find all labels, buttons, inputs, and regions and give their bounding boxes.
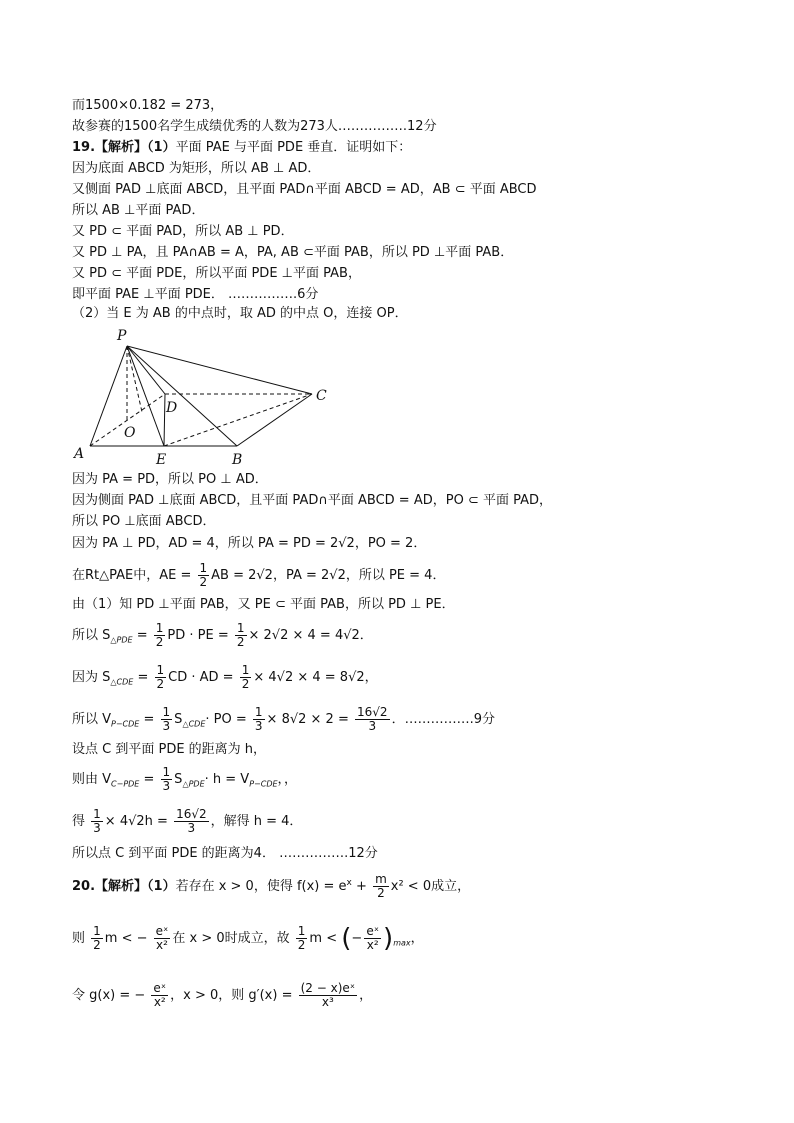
text-line: 设点 C 到平面 PDE 的距离为 h， — [72, 742, 267, 757]
text-line: 所以 $V_{P-CDE}$ = $\frac{1}{3}$ $S_{\triangle CDE}\cdot$ PO = $\frac{1}{3}$ × 8√2 × 2 = $\frac{16√2}{3}$ ．…………….9分 — [72, 705, 495, 733]
fraction-m-over-2: $\frac{m}{2}$ — [375, 872, 387, 900]
fraction-half: $\frac{1}{2}$ — [236, 621, 245, 649]
fraction-ex-over-x2: $\frac{\text{eˣ}}{\text{x²}}$ — [153, 981, 167, 1009]
fraction-half: $\frac{1}{2}$ — [241, 663, 250, 691]
fraction-third: $\frac{1}{3}$ — [162, 765, 171, 793]
fraction-16root2-over-3: $\frac{16√2}{3}$ — [357, 705, 388, 733]
pyramid-figure — [72, 324, 342, 474]
text-line: 所以点 C 到平面 PDE 的距离为4． …………….12分 — [72, 846, 378, 861]
text-line: 因为底面 ABCD 为矩形，所以 AB ⊥ AD． — [72, 161, 321, 176]
text-line: 故参赛的1500名学生成绩优秀的人数为273人…………….12分 — [72, 119, 437, 134]
fraction-ex-over-x2: $\frac{\text{eˣ}}{\text{x²}}$ — [155, 924, 169, 952]
fraction-half: $\frac{1}{2}$ — [155, 621, 164, 649]
text-segment: AB = 2√2，PA = 2√2，所以 PE = 4． — [211, 568, 446, 583]
text-line: 又侧面 PAD ⊥底面 ABCD，且平面 PAD∩平面 ABCD = AD，AB ⊂ 平面 ABCD — [72, 182, 537, 197]
text-segment: 在Rt△PAE中，AE = — [72, 568, 192, 583]
text-line: 所以 PO ⊥底面 ABCD． — [72, 514, 216, 529]
fraction-third: $\frac{1}{3}$ — [254, 705, 263, 733]
text-line: 因为 PA ⊥ PD，AD = 4，所以 PA = PD = 2√2，PO = 2． — [72, 536, 427, 551]
label-D: D — [166, 400, 178, 416]
edge-DE — [164, 394, 165, 446]
edge-PB — [127, 346, 237, 446]
fraction-half: $\frac{1}{2}$ — [156, 663, 165, 691]
fraction-half: $\frac{1}{2}$ — [93, 924, 101, 952]
fraction-gprime: $\frac{\text{(2 − x)eˣ}}{\text{x³}}$ — [300, 981, 356, 1009]
fraction-third: $\frac{1}{3}$ — [93, 807, 101, 835]
edge-PC — [127, 346, 312, 394]
text-line: 因为 $S_{\triangle CDE}$ = $\frac{1}{2}$ CD · AD = $\frac{1}{2}$ × 4√2 × 4 = 8√2， — [72, 663, 378, 691]
edge-BC — [237, 394, 312, 446]
fraction-ex-over-x2: $\frac{\text{eˣ}}{\text{x²}}$ — [366, 924, 380, 952]
text-line: 则 $\frac{1}{2}$ m < − $\frac{\text{eˣ}}{\text{x²}}$ 在 x > 0时成立，故 $\frac{1}{2}$ m < (− $\frac{\text{eˣ}}{\text{x²}}$ )$_{max}$， — [72, 923, 424, 954]
fraction-half: $\frac{1}{2}$ — [297, 924, 306, 952]
label-P: P — [117, 328, 127, 344]
text-line: 所以 $S_{\triangle PDE}$ = $\frac{1}{2}$ PD · PE = $\frac{1}{2}$ × 2√2 × 4 = 4√2． — [72, 621, 373, 649]
text-line — [72, 562, 445, 589]
text-line: 因为 PA = PD，所以 PO ⊥ AD． — [72, 472, 268, 487]
text-line — [72, 140, 411, 156]
text-line: 又 PD ⊂ 平面 PDE，所以平面 PDE ⊥平面 PAB， — [72, 266, 361, 281]
text-line: 因为侧面 PAD ⊥底面 ABCD，且平面 PAD∩平面 ABCD = AD，PO ⊂ 平面 PAD， — [72, 493, 552, 508]
text-line: 又 PD ⊂ 平面 PAD，所以 AB ⊥ PD． — [72, 224, 294, 239]
label-B: B — [232, 452, 243, 468]
text-line: 20.【解析】（1）若存在 x > 0，使得 $f(x) = e^x$ + $\frac{m}{2}$ x² < 0成立， — [72, 872, 471, 900]
text-line: 则由 $V_{C-PDE}$ = $\frac{1}{3}$ $S_{\triangle PDE}\cdot h = V_{P-CDE}$，， — [72, 765, 298, 793]
label-E: E — [156, 452, 167, 468]
fraction-half: $\frac{1}{2}$ — [199, 561, 208, 589]
text-line: 令 g(x) = − $\frac{\text{eˣ}}{\text{x²}}$ ，x > 0，则 g′(x) = $\frac{\text{(2 − x)eˣ}}{\text{x³}}$ ， — [72, 981, 373, 1009]
label-A: A — [74, 446, 85, 462]
edge-EC — [164, 394, 312, 446]
text-line: 即平面 PAE ⊥平面 PDE． …………….6分 — [72, 287, 319, 302]
fraction-third: $\frac{1}{3}$ — [162, 705, 171, 733]
label-C: C — [316, 388, 327, 404]
text-line: 所以 AB ⊥平面 PAD． — [72, 203, 205, 218]
text-line: 得 $\frac{1}{3}$ × 4√2h = $\frac{16√2}{3}$ ，解得 h = 4． — [72, 807, 303, 835]
label-O: O — [124, 425, 136, 441]
text-line: 而1500×0.182 = 273， — [72, 98, 224, 113]
edge-PA — [90, 346, 127, 446]
text-line: 又 PD ⊥ PA，且 PA∩AB = A，PA, AB ⊂平面 PAB，所以 PD ⊥平面 PAB． — [72, 245, 514, 260]
problem-number: 20.【解析】（1） — [72, 879, 176, 894]
text-line: （2）当 E 为 AB 的中点时，取 AD 的中点 O，连接 OP． — [72, 306, 408, 321]
fraction-16root2-over-3: $\frac{16√2}{3}$ — [176, 807, 207, 835]
problem-number: 19.【解析】（1） — [72, 140, 176, 155]
statement: 平面 PAE 与平面 PDE 垂直．证明如下： — [175, 140, 412, 155]
text-line: 由（1）知 PD ⊥平面 PAB，又 PE ⊂ 平面 PAB，所以 PD ⊥ PE． — [72, 597, 455, 612]
